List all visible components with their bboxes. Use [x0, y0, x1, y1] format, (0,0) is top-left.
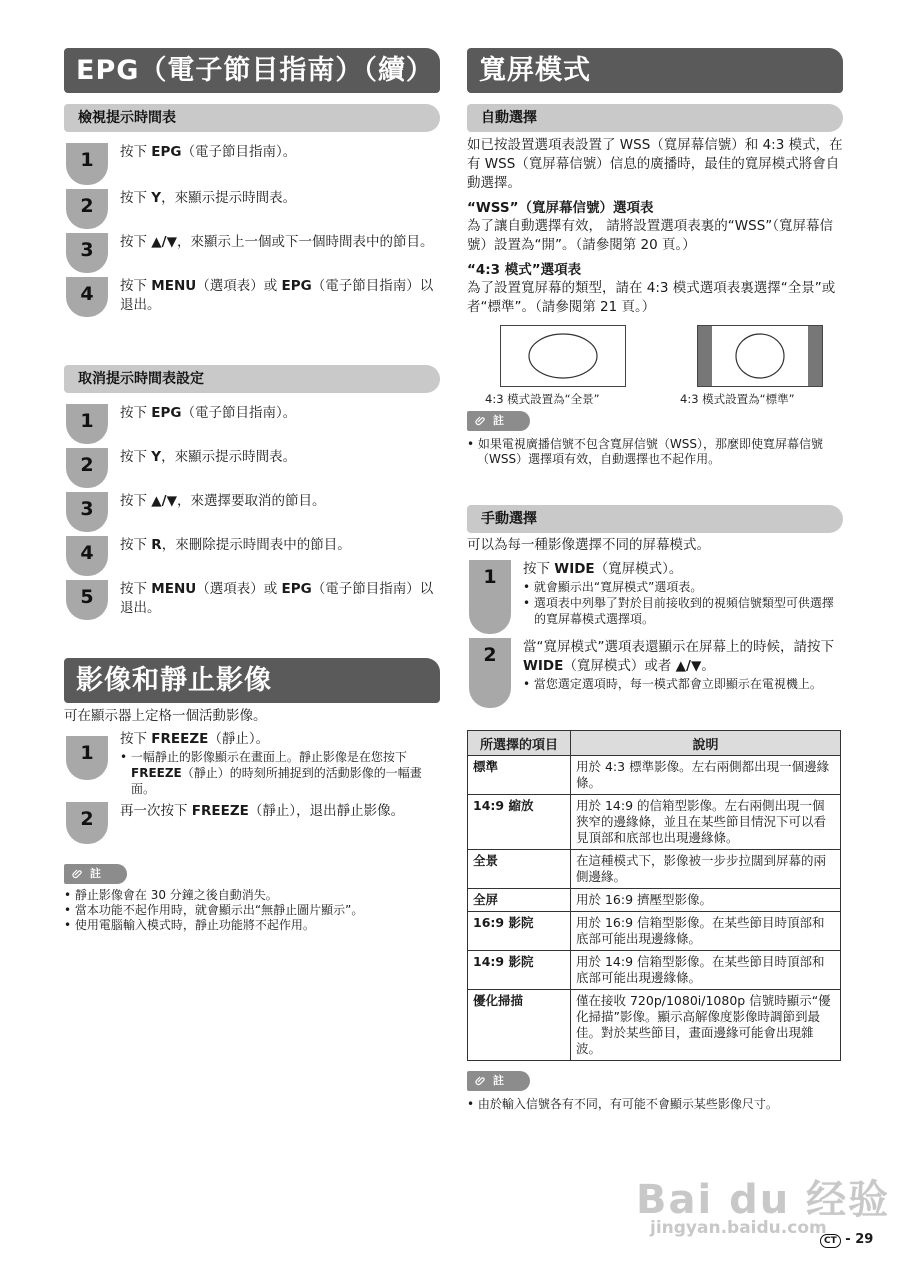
step [66, 536, 440, 580]
step-text: 按下 WIDE（寬屏模式）。 [523, 561, 683, 577]
column-header: 所選擇的項目 [468, 731, 571, 756]
step-number: 1 [66, 736, 108, 780]
watermark-url: jingyan.baidu.com [650, 1218, 827, 1238]
step-text: 當“寬屏模式”選項表還顯示在屏幕上的時候，請按下 WIDE（寬屏模式）或者 ▲/▼。 [523, 639, 834, 674]
footer-separator: - [845, 1232, 856, 1247]
mode-name: 全景 [468, 850, 571, 889]
left-column [64, 48, 440, 933]
freeze-steps [64, 730, 440, 856]
step [66, 492, 440, 536]
step [469, 560, 843, 638]
mode-name: 16:9 影院 [468, 912, 571, 951]
step [66, 189, 440, 233]
table-row [468, 850, 841, 889]
table-row [468, 795, 841, 850]
table-row [468, 951, 841, 990]
step-text: 按下 ▲/▼，來顯示上一個或下一個時間表中的節目。 [120, 234, 434, 250]
standard-circle-illustration [698, 326, 822, 386]
note-item: • 靜止影像會在 30 分鐘之後自動消失。 [64, 888, 278, 902]
step [66, 580, 440, 624]
step-text: 按下 R，來刪除提示時間表中的節目。 [120, 537, 351, 553]
auto-select-heading: 自動選擇 [467, 104, 843, 132]
step [66, 277, 440, 321]
step-number: 1 [469, 560, 511, 634]
mode43-heading: “4:3 模式”選項表 [467, 262, 582, 278]
step-text: 按下 EPG（電子節目指南）。 [120, 405, 297, 421]
step-number: 5 [66, 580, 108, 620]
view-steps [64, 143, 440, 321]
step-text: 按下 EPG（電子節目指南）。 [120, 144, 297, 160]
mode-name: 14:9 影院 [468, 951, 571, 990]
mode-description: 用於 16:9 擠壓型影像。 [571, 889, 841, 912]
paperclip-icon [72, 868, 84, 880]
step-number: 4 [66, 536, 108, 576]
step-number: 2 [66, 802, 108, 844]
bullet: • 當您選定選項時，每一模式都會立即顯示在電視機上。 [523, 677, 822, 691]
step-text: 按下 MENU（選項表）或 EPG（電子節目指南）以退出。 [120, 581, 434, 616]
screen-mode-table [467, 730, 841, 1061]
auto-note [467, 409, 843, 467]
manual-select-heading: 手動選擇 [467, 505, 843, 533]
table-row [468, 990, 841, 1061]
mode-description: 用於 16:9 信箱型影像。在某些節目時頂部和底部可能出現邊緣條。 [571, 912, 841, 951]
mode-description: 在這種模式下，影像被一步步拉闊到屏幕的兩側邊緣。 [571, 850, 841, 889]
step-text: 按下 MENU（選項表）或 EPG（電子節目指南）以退出。 [120, 278, 434, 313]
mode-description: 用於 4:3 標準影像。左右兩側都出現一個邊緣條。 [571, 756, 841, 795]
step-text: 再一次按下 FREEZE（靜止），退出靜止影像。 [120, 803, 405, 819]
caption-panorama: 4:3 模式設置為“全景” [485, 392, 600, 406]
bullet: • 選項表中列舉了對於目前接收到的視頻信號類型可供選擇的寬屏幕模式選擇項。 [523, 596, 834, 626]
paperclip-icon [475, 1075, 487, 1087]
wss-heading: “WSS”（寬屏幕信號）選項表 [467, 200, 654, 216]
mode-name: 優化掃描 [468, 990, 571, 1061]
step-text: 按下 Y，來顯示提示時間表。 [120, 449, 297, 465]
mode43-illustrations [467, 321, 843, 405]
table-row [468, 889, 841, 912]
column-header: 說明 [571, 731, 841, 756]
note-item: • 當本功能不起作用時，就會顯示出“無靜止圖片顯示”。 [64, 903, 364, 917]
step-number: 2 [66, 189, 108, 229]
step-number: 1 [66, 404, 108, 444]
caption-standard: 4:3 模式設置為“標準” [680, 392, 795, 406]
mode-name: 標準 [468, 756, 571, 795]
manual-steps [467, 560, 843, 718]
table-row [468, 756, 841, 795]
freeze-title: 影像和靜止影像 [64, 658, 440, 703]
mode43-text: 為了設置寬屏幕的類型，請在 4:3 模式選項表裏選擇“全景”或者“標準”。（請參閱第 21 頁。） [467, 280, 836, 315]
step-number: 3 [66, 233, 108, 273]
table-header-row [468, 731, 841, 756]
freeze-intro: 可在顯示器上定格一個活動影像。 [64, 708, 267, 724]
step-number: 4 [66, 277, 108, 317]
step [66, 404, 440, 448]
auto-select-text: 如已按設置選項表設置了 WSS（寬屏幕信號）和 4:3 模式，在有 WSS（寬屏幕信號）信息的廣播時，最佳的寬屏模式將會自動選擇。 [467, 137, 843, 191]
note-badge: 註 [64, 864, 127, 884]
language-badge: CT [820, 1234, 841, 1248]
step [66, 143, 440, 189]
mode-description: 僅在接收 720p/1080i/1080p 信號時顯示“優化掃描”影像。顯示高解像度影像時調節到最佳。對於某些節目，畫面邊緣可能會出現雜波。 [571, 990, 841, 1061]
step-text: 按下 FREEZE（靜止）。 [120, 731, 270, 747]
mode-name: 全屏 [468, 889, 571, 912]
panorama-screen [500, 325, 626, 387]
step [66, 233, 440, 277]
step-number: 2 [469, 638, 511, 708]
right-column [467, 48, 843, 1112]
standard-screen [697, 325, 823, 387]
table-row [468, 912, 841, 951]
mode-description: 用於 14:9 信箱型影像。在某些節目時頂部和底部可能出現邊緣條。 [571, 951, 841, 990]
mode-name: 14:9 縮放 [468, 795, 571, 850]
note-item: • 由於輸入信號各有不同，有可能不會顯示某些影像尺寸。 [467, 1097, 778, 1111]
step [66, 802, 440, 856]
step [66, 730, 440, 802]
panorama-oval-illustration [501, 326, 625, 386]
manual-intro: 可以為每一種影像選擇不同的屏幕模式。 [467, 537, 710, 553]
note-item: • 使用電腦輸入模式時，靜止功能將不起作用。 [64, 918, 315, 932]
step-number: 1 [66, 143, 108, 185]
step-text: 按下 Y，來顯示提示時間表。 [120, 190, 297, 206]
wide-note [467, 1069, 843, 1112]
step-number: 3 [66, 492, 108, 532]
wide-title: 寬屏模式 [467, 48, 843, 93]
step [469, 638, 843, 718]
step-text: 按下 ▲/▼，來選擇要取消的節目。 [120, 493, 326, 509]
step-number: 2 [66, 448, 108, 488]
bullet: • 一幅靜止的影像顯示在畫面上。靜止影像是在您按下 FREEZE（靜止）的時刻所捕捉到的活動影像的一幅畫面。 [120, 750, 422, 796]
wss-text: 為了讓自動選擇有效， 請將設置選項表裏的“WSS”（寬屏幕信號）設置為“開”。（請參閱第 20 頁。） [467, 218, 834, 253]
freeze-note [64, 862, 440, 933]
view-schedule-heading: 檢視提示時間表 [64, 104, 440, 132]
paperclip-icon [475, 415, 487, 427]
mode-description: 用於 14:9 的信箱型影像。左右兩側出現一個狹窄的邊緣條，並且在某些節目情況下可以看見頂部和底部也出現邊緣條。 [571, 795, 841, 850]
page-number: 29 [855, 1232, 874, 1247]
cancel-steps [64, 404, 440, 624]
note-badge: 註 [467, 1071, 530, 1091]
page-footer [820, 1232, 873, 1248]
bullet: • 就會顯示出“寬屏模式”選項表。 [523, 580, 703, 594]
note-badge: 註 [467, 411, 530, 431]
epg-title: EPG（電子節目指南）（續） [64, 48, 440, 93]
note-item: • 如果電視廣播信號不包含寬屏信號（WSS），那麼即使寬屏幕信號（WSS）選擇項有效，自動選擇也不起作用。 [467, 437, 824, 466]
cancel-schedule-heading: 取消提示時間表設定 [64, 365, 440, 393]
watermark-brand: Bai du 经验 [636, 1177, 891, 1223]
step [66, 448, 440, 492]
